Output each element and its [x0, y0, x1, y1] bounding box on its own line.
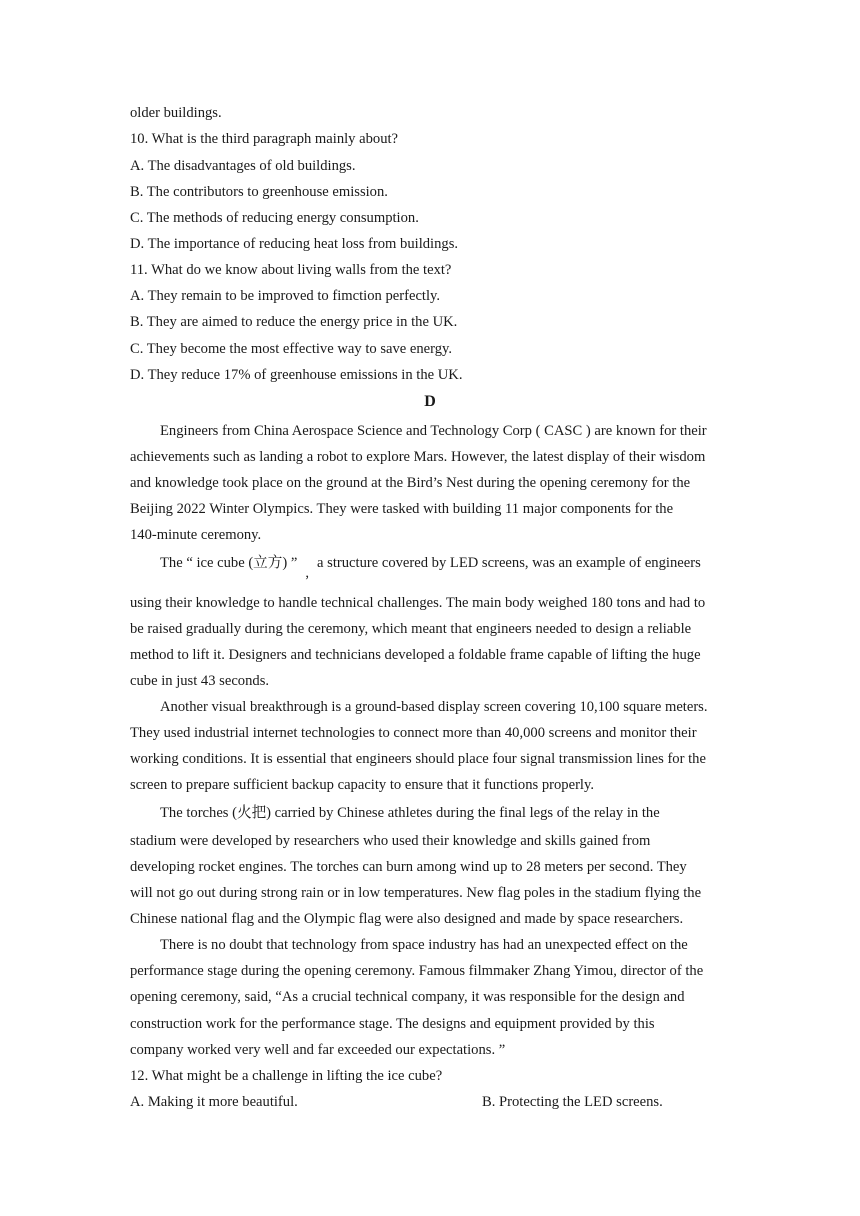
passage-p2-line: using their knowledge to handle technical challenges. The main body weighed 180 tons and had to: [130, 595, 706, 611]
passage-p3-line: Another visual breakthrough is a ground-based display screen covering 10,100 square meters.: [160, 699, 708, 715]
question-10: 10. What is the third paragraph mainly about?: [130, 131, 399, 147]
passage-p2-line: cube in just 43 seconds.: [130, 673, 270, 689]
q11-option-d: D. They reduce 17% of greenhouse emissions in the UK.: [130, 367, 463, 383]
q11-option-b: B. They are aimed to reduce the energy price in the UK.: [130, 314, 458, 330]
passage-p4-line: stadium were developed by researchers who used their knowledge and skills gained from: [130, 833, 651, 849]
passage-p4-line: The torches (火把) carried by Chinese athletes during the final legs of the relay in the: [160, 805, 660, 821]
q12-option-a: A. Making it more beautiful.: [130, 1094, 298, 1110]
passage-p5-line: construction work for the performance stage. The designs and equipment provided by this: [130, 1016, 655, 1032]
q11-option-c: C. They become the most effective way to save energy.: [130, 341, 453, 357]
ice-cube-phrase: The “ ice cube (立方) ”: [160, 555, 298, 571]
passage-p1-line: Engineers from China Aerospace Science and Technology Corp ( CASC ) are known for their: [160, 423, 707, 439]
q10-option-d: D. The importance of reducing heat loss from buildings.: [130, 236, 459, 252]
passage-p2-first-line: [160, 554, 701, 581]
passage-p3-line: working conditions. It is essential that engineers should place four signal transmission lines for the: [130, 751, 706, 767]
top-fragment: older buildings.: [130, 105, 222, 121]
passage-p4-line: Chinese national flag and the Olympic flag were also designed and made by space researchers.: [130, 911, 684, 927]
q11-option-a: A. They remain to be improved to fimction perfectly.: [130, 288, 441, 304]
ice-cube-description: a structure covered by LED screens, was an example of engineers: [317, 555, 701, 571]
passage-p2-line: be raised gradually during the ceremony, which meant that engineers needed to design a reliable: [130, 621, 692, 637]
question-11: 11. What do we know about living walls from the text?: [130, 262, 452, 278]
passage-p5-line: performance stage during the opening ceremony. Famous filmmaker Zhang Yimou, director of the: [130, 963, 704, 979]
passage-p5-line: opening ceremony, said, “As a crucial technical company, it was responsible for the design and: [130, 989, 685, 1005]
passage-p4-line: developing rocket engines. The torches can burn among wind up to 28 meters per second. They: [130, 859, 687, 875]
passage-p1-line: and knowledge took place on the ground at the Bird’s Nest during the opening ceremony for the: [130, 475, 691, 491]
passage-p1-line: achievements such as landing a robot to explore Mars. However, the latest display of their wisdom: [130, 449, 706, 465]
passage-p3-line: They used industrial internet technologies to connect more than 40,000 screens and monitor their: [130, 725, 697, 741]
q10-option-c: C. The methods of reducing energy consumption.: [130, 210, 419, 226]
passage-p5-line: company worked very well and far exceeded our expectations. ”: [130, 1042, 506, 1058]
passage-p3-line: screen to prepare sufficient backup capacity to ensure that it functions properly.: [130, 777, 594, 793]
passage-p5-line: There is no doubt that technology from space industry has had an unexpected effect on the: [160, 937, 688, 953]
passage-p1-line: 140-minute ceremony.: [130, 527, 262, 543]
passage-p1-line: Beijing 2022 Winter Olympics. They were tasked with building 11 major components for the: [130, 501, 674, 517]
passage-p2-line: method to lift it. Designers and technicians developed a foldable frame capable of lifting the huge: [130, 647, 701, 663]
section-heading: D: [424, 393, 436, 410]
question-12: 12. What might be a challenge in lifting the ice cube?: [130, 1068, 443, 1084]
q10-option-b: B. The contributors to greenhouse emission.: [130, 184, 388, 200]
passage-p4-line: will not go out during strong rain or in low temperatures. New flag poles in the stadium flying the: [130, 885, 702, 901]
q10-option-a: A. The disadvantages of old buildings.: [130, 158, 356, 174]
dropped-comma: ,: [305, 565, 310, 581]
q12-option-b: B. Protecting the LED screens.: [482, 1094, 663, 1110]
